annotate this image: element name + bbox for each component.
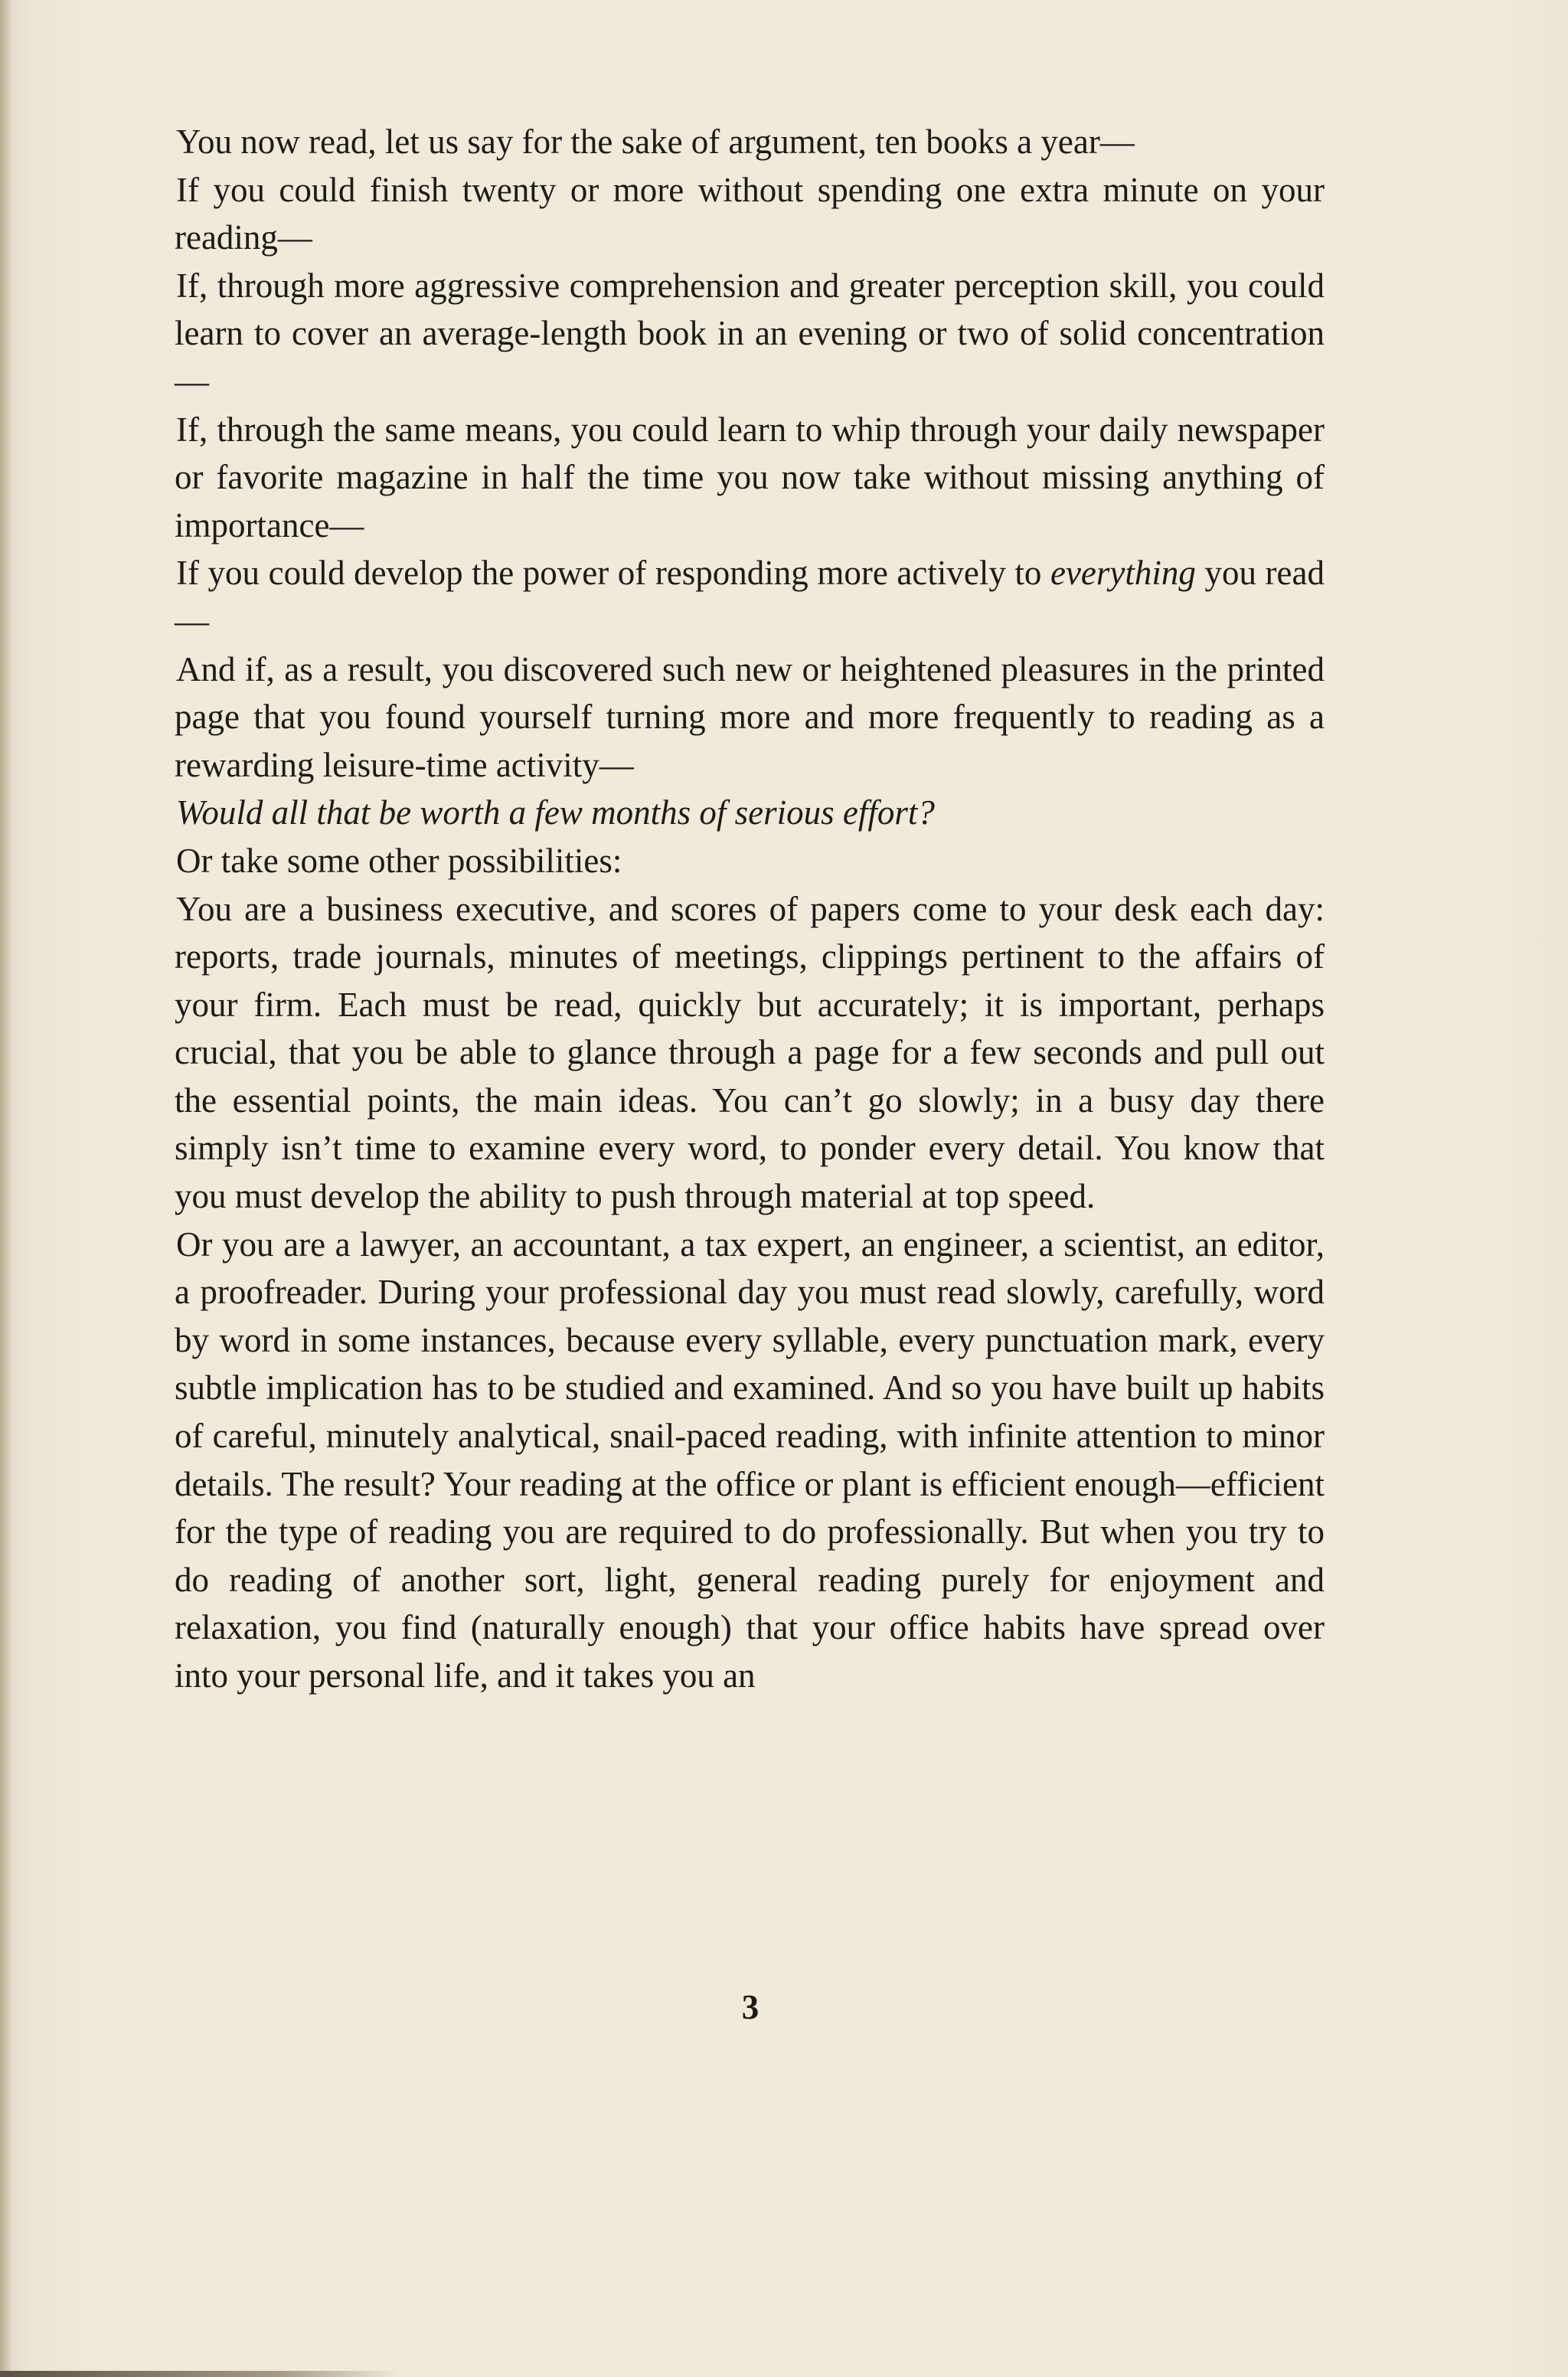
paragraph-1: You now read, let us say for the sake of argument, ten books a year— xyxy=(176,123,1135,161)
italic-question: Would all that be worth a few months of serious effort? xyxy=(176,793,935,832)
page-bottom-shadow xyxy=(0,2371,398,2377)
paragraph-5-end: you read— xyxy=(175,554,1325,640)
paragraph-6: And if, as a result, you discovered such new or heightened pleasures in the printed page that you found yourself turning more and more frequently to reading as a rewarding leisure-time activity— xyxy=(175,649,1325,784)
paragraph-3: If, through more aggressive comprehension and greater perception skill, you could learn to cover an average-length book in an evening or two of solid concentration— xyxy=(175,266,1325,401)
paragraph-4: If, through the same means, you could learn to whip through your daily newspaper or favorite magazine in half the time you now take without missing anything of importance— xyxy=(175,410,1325,544)
paragraph-5-emphasis: everything xyxy=(1050,554,1196,593)
body-text xyxy=(175,118,1325,1700)
paragraph-2: If you could finish twenty or more without spending one extra minute on your reading— xyxy=(175,170,1325,257)
paragraph-8: Or take some other possibilities: xyxy=(176,841,622,880)
page-number: 3 xyxy=(741,1988,760,2026)
paragraph-5 xyxy=(175,549,1325,645)
paragraph-9: You are a business executive, and scores of papers come to your desk each day: reports, trade journals, minutes of meetings, clippings pertinent to the affairs of your firm. Each must be read, quickly but accurately; it is important, perhaps crucial, that you be able to glance through a page for a few seconds and pull out the essential points, the main ideas. You can’t go slowly; in a busy day there simply isn’t time to examine every word, to ponder every detail. You know that you must develop the ability to push through material at top speed. xyxy=(175,889,1325,1216)
paragraph-7-italic-question xyxy=(175,789,1325,837)
paragraph-5-start: If you could develop the power of responding more actively to xyxy=(176,554,1050,593)
paragraph-10: Or you are a lawyer, an accountant, a tax expert, an engineer, a scientist, an editor, a proofreader. During your professional day you must read slowly, carefully, word by word in some instances, because every syllable, every punctuation mark, every subtle implication has to be studied and examined. And so you have built up habits of careful, minutely analytical, snail-paced reading, with infinite attention to minor details. The result? Your reading at the office or plant is efficient enough—efficient for the type of reading you are required to do professionally. But when you try to do reading of another sort, light, general reading purely for enjoyment and relaxation, you find (naturally enough) that your office habits have spread over into your personal life, and it takes you an xyxy=(175,1224,1325,1695)
